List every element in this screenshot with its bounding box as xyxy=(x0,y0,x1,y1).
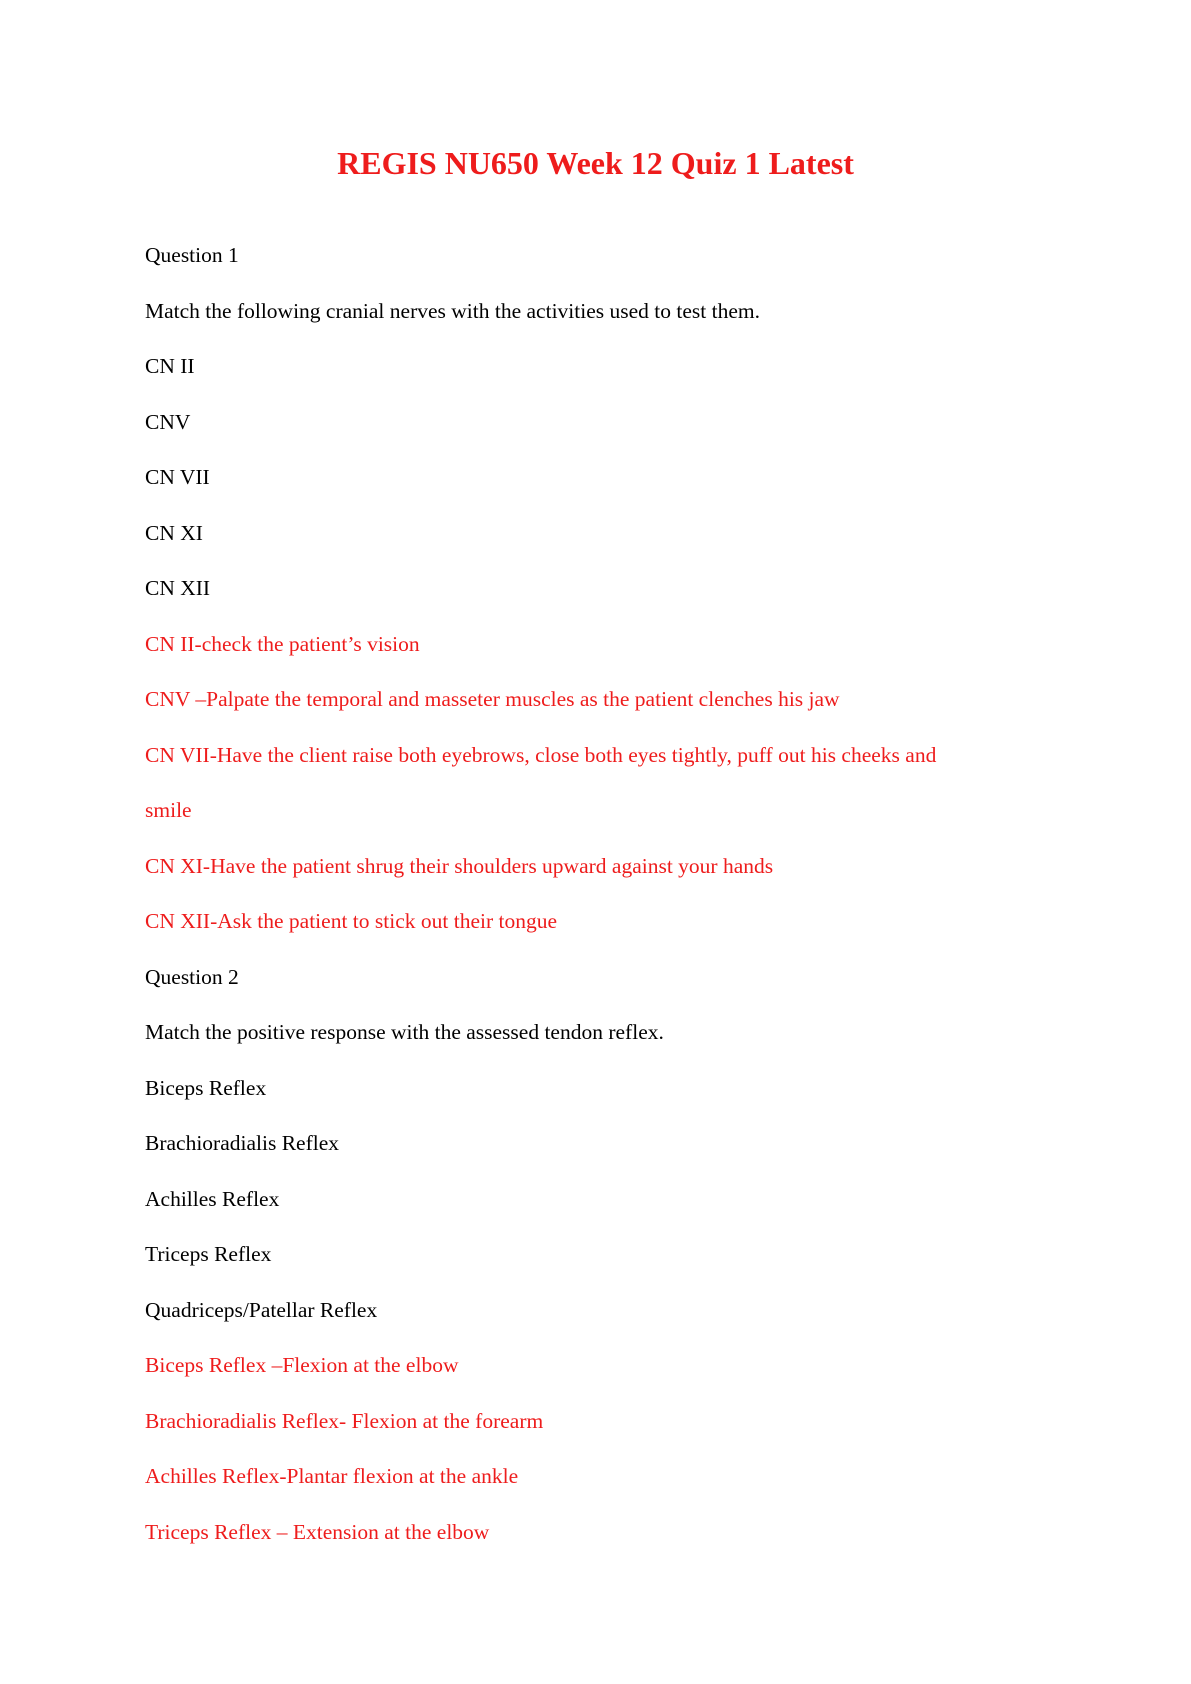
option-line: CN XII xyxy=(145,576,211,600)
option-line: CN VII xyxy=(145,465,210,489)
answer-line: Achilles Reflex-Plantar flexion at the ankle xyxy=(145,1464,519,1488)
answer-line: Brachioradialis Reflex- Flexion at the forearm xyxy=(145,1408,544,1433)
question-heading: Question 2 xyxy=(145,964,239,989)
question-heading: Question 1 xyxy=(145,243,239,267)
option-line: Biceps Reflex xyxy=(145,1075,267,1100)
option-line: CN XI xyxy=(145,520,203,545)
document-body xyxy=(145,241,1045,1573)
option-line: Achilles Reflex xyxy=(145,1186,280,1211)
option-line: Brachioradialis Reflex xyxy=(145,1131,340,1155)
answer-line: CN XII-Ask the patient to stick out their tongue xyxy=(145,909,558,933)
question-prompt: Match the following cranial nerves with the activities used to test them. xyxy=(145,298,760,323)
answer-line: CN II-check the patient’s vision xyxy=(145,631,420,656)
answer-line: CNV –Palpate the temporal and masseter muscles as the patient clenches his jaw xyxy=(145,687,840,711)
question-prompt: Match the positive response with the assessed tendon reflex. xyxy=(145,1020,664,1044)
answer-line: smile xyxy=(145,798,192,822)
option-line: CN II xyxy=(145,354,195,378)
option-line: Quadriceps/Patellar Reflex xyxy=(145,1297,378,1322)
document-title: REGIS NU650 Week 12 Quiz 1 Latest xyxy=(337,145,854,181)
option-line: CNV xyxy=(145,409,191,434)
answer-line: Triceps Reflex – Extension at the elbow xyxy=(145,1519,490,1544)
answer-line: CN VII-Have the client raise both eyebrows, close both eyes tightly, puff out his cheeks and xyxy=(145,742,937,767)
option-line: Triceps Reflex xyxy=(145,1242,272,1266)
answer-line: CN XI-Have the patient shrug their shoulders upward against your hands xyxy=(145,853,774,878)
answer-line: Biceps Reflex –Flexion at the elbow xyxy=(145,1353,459,1377)
